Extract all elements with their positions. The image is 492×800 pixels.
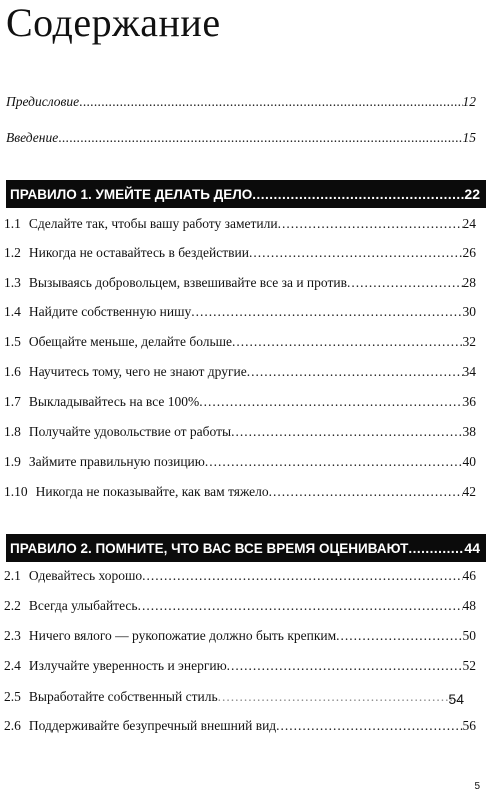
toc-item [4,245,476,261]
toc-entry-introduction [6,130,476,146]
item-title: Излучайте уверенность и энергию [28,658,227,673]
dot-leader [138,598,463,614]
toc-entry-label: Предисловие [6,94,80,109]
item-page: 56 [462,718,476,733]
toc-entry-label: Введение [6,130,59,145]
item-title: Никогда не оставайтесь в бездействии [28,245,249,260]
toc-item [4,598,476,614]
item-number: 1.4 [4,304,21,319]
toc-entry-page: 15 [462,130,476,145]
item-page: 50 [462,628,476,643]
item-number: 2.6 [4,718,21,733]
dot-leader [276,718,462,734]
item-number: 2.2 [4,598,21,613]
item-page: 36 [462,394,476,409]
toc-entry-preface [6,94,476,110]
item-title: Выработайте собственный стиль [28,689,218,704]
item-title: Обещайте меньше, делайте больше [28,334,233,349]
item-number: 1.9 [4,454,21,469]
item-number: 1.3 [4,275,21,290]
item-page: 48 [462,598,476,613]
toc-item [4,334,476,350]
toc-item [4,364,476,380]
item-number: 2.3 [4,628,21,643]
toc-item [4,568,476,584]
item-title: Поддерживайте безупречный внешний вид [28,718,277,733]
toc-item [4,484,476,500]
item-number: 1.10 [4,484,28,499]
item-title: Вызываясь добровольцем, взвешивайте все за и против [28,275,347,290]
item-page: 32 [462,334,476,349]
item-number: 2.4 [4,658,21,673]
toc-item [4,718,476,734]
item-title: Получайте удовольствие от работы [28,424,232,439]
item-number: 1.7 [4,394,21,409]
toc-item [4,304,476,320]
item-title: Сделайте так, чтобы вашу работу заметили [28,216,278,231]
item-title: Научитесь тому, чего не знают другие [28,364,247,379]
dot-leader [336,628,462,644]
toc-item [4,658,476,674]
dot-leader [231,424,462,440]
item-page: 28 [462,275,476,290]
item-title: Ничего вялого — рукопожатие должно быть крепким [28,628,337,643]
item-page: 54 [448,691,464,707]
chapter-page: 44 [464,540,480,556]
dot-leader [142,568,462,584]
dot-leader [79,94,462,110]
dot-leader [227,658,463,674]
item-title: Займите правильную позицию [28,454,205,469]
item-title: Никогда не показывайте, как вам тяжело [35,484,269,499]
item-number: 1.5 [4,334,21,349]
item-title: Выкладывайтесь на все 100% [28,394,200,409]
dot-leader [408,541,464,556]
item-number: 1.1 [4,216,21,231]
item-title: Одевайтесь хорошо [28,568,143,583]
item-page: 30 [462,304,476,319]
toc-item [4,394,476,410]
item-number: 1.8 [4,424,21,439]
toc-item [4,216,476,232]
toc-entry-page: 12 [462,94,476,109]
page-title: Содержание [6,0,221,45]
item-title: Найдите собственную нишу [28,304,192,319]
dot-leader [218,689,461,705]
chapter-title: ПРАВИЛО 1. УМЕЙТЕ ДЕЛАТЬ ДЕЛО [10,186,253,202]
item-number: 2.1 [4,568,21,583]
chapter-1-heading [6,180,486,208]
dot-leader [58,130,462,146]
item-number: 2.5 [4,689,21,704]
chapter-title: ПРАВИЛО 2. ПОМНИТЕ, ЧТО ВАС ВСЕ ВРЕМЯ ОЦЕНИВАЮТ [10,540,409,556]
toc-item [4,688,476,705]
dot-leader [249,245,463,261]
item-page: 26 [462,245,476,260]
dot-leader [232,334,462,350]
item-page: 34 [462,364,476,379]
item-page: 42 [462,484,476,499]
item-number: 1.2 [4,245,21,260]
chapter-page: 22 [464,186,480,202]
item-page: 38 [462,424,476,439]
toc-item [4,628,476,644]
dot-leader [247,364,463,380]
dot-leader [252,187,464,202]
item-page: 46 [462,568,476,583]
toc-item [4,454,476,470]
item-page: 52 [462,658,476,673]
item-number: 1.6 [4,364,21,379]
dot-leader [347,275,463,291]
dot-leader [205,454,463,470]
dot-leader [278,216,463,232]
chapter-2-heading [6,534,486,562]
toc-item [4,275,476,291]
page-number: 5 [474,781,480,792]
item-title: Всегда улыбайтесь [28,598,138,613]
item-page: 24 [462,216,476,231]
dot-leader [269,484,463,500]
toc-item [4,424,476,440]
dot-leader [191,304,462,320]
item-page: 40 [462,454,476,469]
dot-leader [199,394,462,410]
